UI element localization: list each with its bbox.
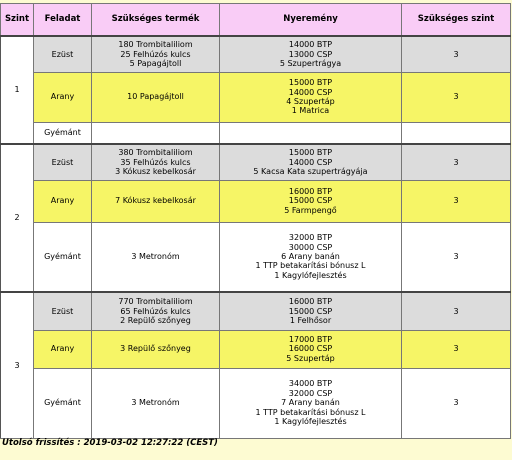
required-items-cell-line: 25 Felhúzós kulcs (120, 49, 191, 59)
silver-task-cell: Ezüst (34, 292, 92, 330)
required-items-cell (92, 330, 220, 368)
required-items-cell (92, 222, 220, 292)
level-cell: 1 (1, 36, 34, 144)
rewards-cell-line: 6 Arany banán (281, 252, 340, 262)
rewards-cell-line: 14000 CSP (288, 157, 333, 167)
rewards-cell-line: 15000 CSP (288, 196, 333, 206)
rewards-cell-line: 16000 BTP (288, 186, 333, 196)
last-updated: Utolsó frissítés : 2019-03-02 12:27:22 (CEST) (2, 438, 218, 448)
diamond-task-cell: Gyémánt (34, 222, 92, 292)
rewards-cell (220, 292, 402, 330)
gold-task-cell: Arany (34, 72, 92, 122)
rewards-cell-line: 13000 CSP (288, 49, 333, 59)
reward-table (0, 3, 511, 439)
rewards-cell-line: 4 Szupertáp (286, 97, 335, 106)
required-items-cell (92, 180, 220, 222)
table-body (1, 36, 511, 438)
rewards-cell-line: 15000 BTP (288, 78, 333, 88)
required-items-cell-line: 65 Felhúzós kulcs (120, 306, 191, 316)
table-row (1, 368, 511, 438)
rewards-cell-line: 1 Matrica (291, 106, 330, 116)
required-level-cell: 3 (402, 292, 511, 330)
gold-task-cell: Arany (34, 330, 92, 368)
rewards-cell (220, 222, 402, 292)
rewards-cell-line: 32000 BTP (288, 233, 333, 243)
rewards-cell-line: 32000 CSP (288, 388, 333, 398)
rewards-cell-line: 7 Arany banán (281, 398, 340, 408)
required-items-cell-line: 770 Trombitaliliom (118, 297, 193, 307)
rewards-cell-line: 14000 CSP (288, 87, 333, 97)
rewards-cell-line: 1 Kagylófejlesztés (274, 417, 347, 427)
rewards-cell (220, 72, 402, 122)
required-items-cell (92, 368, 220, 438)
required-level-cell: 3 (402, 330, 511, 368)
header-row (1, 4, 511, 37)
rewards-cell (220, 180, 402, 222)
rewards-cell-line: 5 Szupertrágya (279, 58, 342, 68)
level-cell: 3 (1, 292, 34, 438)
required-items-cell-line: 3 Kókusz kebelkosár (115, 166, 196, 176)
table-row (1, 122, 511, 144)
required-items-cell (92, 36, 220, 72)
header-task: Feladat (34, 4, 92, 37)
table-row (1, 330, 511, 368)
rewards-cell-line: 15000 BTP (288, 148, 333, 158)
required-items-cell (92, 292, 220, 330)
header-required-level: Szükséges szint (402, 4, 511, 37)
silver-task-cell: Ezüst (34, 36, 92, 72)
rewards-cell-line: 30000 CSP (288, 242, 333, 252)
rewards-cell-line: 1 Felhősor (289, 315, 332, 325)
required-level-cell: 3 (402, 368, 511, 438)
table-row (1, 72, 511, 122)
required-items-cell-line: 180 Trombitaliliom (118, 40, 193, 50)
table-row (1, 144, 511, 180)
required-items-cell-line: 10 Papagájtoll (127, 92, 184, 102)
gold-task-cell: Arany (34, 180, 92, 222)
required-items-cell (92, 72, 220, 122)
rewards-cell (220, 144, 402, 180)
rewards-cell (220, 330, 402, 368)
required-items-cell (92, 122, 220, 144)
required-items-cell-line: 380 Trombitaliliom (118, 148, 193, 158)
rewards-cell-line: 16000 CSP (288, 344, 333, 354)
required-items-cell-line: 3 Repülő szőnyeg (120, 344, 191, 354)
required-items-cell-line: 3 Metronóm (131, 252, 180, 262)
rewards-cell-line: 5 Farmpengő (284, 205, 337, 215)
table-row (1, 222, 511, 292)
required-items-cell-line: 35 Felhúzós kulcs (120, 157, 191, 167)
required-level-cell: 3 (402, 36, 511, 72)
required-level-cell: 3 (402, 72, 511, 122)
header-reward: Nyeremény (220, 4, 402, 37)
rewards-cell-line: 1 Kagylófejlesztés (274, 270, 347, 280)
rewards-cell-line: 1 TTP betakarítási bónusz L (255, 261, 366, 271)
required-items-cell (92, 144, 220, 180)
table-row (1, 292, 511, 330)
level-cell: 2 (1, 144, 34, 292)
required-items-cell-line: 3 Metronóm (131, 398, 180, 408)
required-level-cell: 3 (402, 222, 511, 292)
table-row (1, 36, 511, 72)
required-items-cell-line: 5 Papagájtoll (129, 58, 182, 68)
rewards-cell (220, 36, 402, 72)
rewards-cell (220, 368, 402, 438)
required-items-cell-line: 7 Kókusz kebelkosár (115, 196, 196, 206)
rewards-cell-line: 1 TTP betakarítási bónusz L (255, 407, 366, 417)
silver-task-cell: Ezüst (34, 144, 92, 180)
required-level-cell (402, 122, 511, 144)
header-level: Szint (1, 4, 34, 37)
rewards-cell-line: 17000 BTP (288, 334, 333, 344)
rewards-cell-line: 14000 BTP (288, 40, 333, 50)
rewards-cell-line: 34000 BTP (288, 379, 333, 389)
diamond-task-cell: Gyémánt (34, 368, 92, 438)
rewards-cell-line: 5 Szupertáp (286, 353, 335, 363)
required-level-cell: 3 (402, 144, 511, 180)
diamond-task-cell: Gyémánt (34, 122, 92, 144)
rewards-cell-line: 5 Kacsa Kata szupertrágyája (253, 166, 368, 176)
required-level-cell: 3 (402, 180, 511, 222)
required-items-cell-line: 2 Repülő szőnyeg (120, 315, 191, 325)
rewards-cell (220, 122, 402, 144)
header-required-item: Szükséges termék (92, 4, 220, 37)
rewards-cell-line: 16000 BTP (288, 297, 333, 307)
rewards-cell-line: 15000 CSP (288, 306, 333, 316)
table-row (1, 180, 511, 222)
